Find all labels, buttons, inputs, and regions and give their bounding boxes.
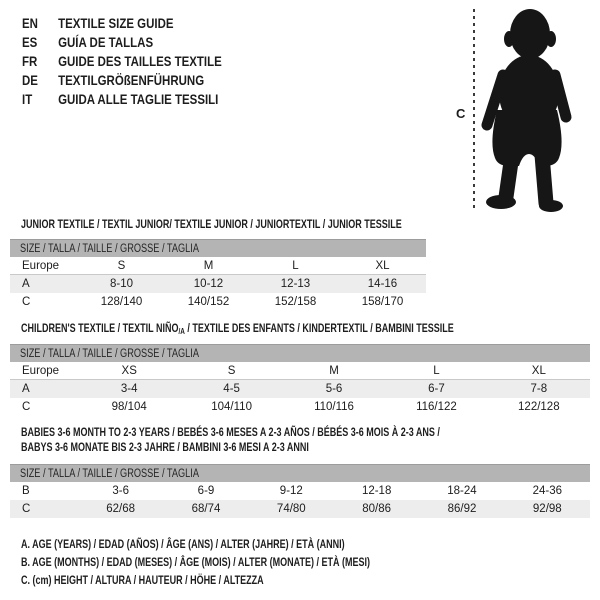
row-label: Europe	[22, 364, 60, 377]
size-cell: 6-9	[197, 485, 215, 497]
footnote-b: B. AGE (MONTHS) / EDAD (MESES) / ÂGE (MOIS) / ALTER (MONATE) / ETÀ (MESI)	[21, 555, 370, 569]
language-code: ES	[22, 34, 38, 50]
size-cell: 9-12	[279, 485, 303, 497]
children-size-table	[10, 344, 590, 416]
size-cell: 80/86	[362, 503, 392, 515]
junior-size-table	[10, 239, 426, 311]
children-table-title	[21, 321, 454, 339]
footnote-a: A. AGE (YEARS) / EDAD (AÑOS) / ÂGE (ANS) / ALTER (JAHRE) / ETÀ (ANNI)	[21, 537, 345, 551]
language-row	[22, 71, 222, 90]
size-cell: M	[329, 364, 339, 377]
row-label: C	[22, 503, 31, 515]
size-cell: S	[227, 364, 236, 377]
language-row	[22, 14, 222, 33]
size-header-label: SIZE / TALLA / TAILLE / GRÖSSE / TAGLIA	[20, 242, 199, 255]
row-label: C	[22, 296, 31, 308]
babies-size-table	[10, 464, 590, 518]
table-row-a	[10, 380, 590, 398]
table-row-a	[10, 275, 426, 293]
size-cell: 6-7	[428, 383, 445, 395]
size-header-label: SIZE / TALLA / TAILLE / GRÖSSE / TAGLIA	[20, 347, 199, 360]
size-cell: 8-10	[109, 278, 134, 290]
language-title: GUIDA ALLE TAGLIE TESSILI	[58, 91, 219, 107]
row-label: B	[22, 485, 30, 497]
children-table-title-subscript: /A	[178, 326, 185, 336]
junior-table-title: JUNIOR TEXTILE / TEXTIL JUNIOR/ TEXTILE JUNIOR / JUNIORTEXTIL / JUNIOR TESSILE	[21, 217, 402, 231]
children-table-title-text: / TEXTILE DES ENFANTS / KINDERTEXTIL / BAMBINI TESSILE	[184, 321, 454, 335]
size-cell: XS	[121, 364, 137, 377]
figure-height-label: C	[456, 106, 466, 121]
language-row	[22, 33, 222, 52]
size-cell: 158/170	[361, 296, 404, 308]
row-label: Europe	[22, 259, 60, 272]
language-title: TEXTILE SIZE GUIDE	[58, 15, 174, 31]
size-cell: 116/122	[416, 401, 457, 413]
language-title: GUIDE DES TAILLES TEXTILE	[58, 53, 222, 69]
table-row-europe	[10, 362, 590, 380]
language-title: TEXTILGRÖßENFÜHRUNG	[58, 72, 205, 88]
size-cell: 152/158	[274, 296, 317, 308]
size-cell: 3-6	[112, 485, 129, 497]
row-label: C	[22, 401, 31, 413]
table-row-b	[10, 482, 590, 500]
size-cell: 140/152	[187, 296, 230, 308]
size-header-bar	[10, 464, 590, 482]
size-cell: 122/128	[518, 401, 560, 413]
size-cell: S	[117, 259, 126, 272]
size-cell: 7-8	[530, 383, 548, 395]
size-cell: 104/110	[211, 401, 252, 413]
size-cell: XL	[375, 259, 390, 272]
table-row-c	[10, 500, 590, 518]
size-header-bar	[10, 239, 426, 257]
size-cell: 12-13	[280, 278, 311, 290]
size-cell: XL	[531, 364, 546, 377]
size-cell: M	[203, 259, 214, 272]
size-cell: 10-12	[193, 278, 224, 290]
language-row	[22, 52, 222, 71]
size-cell: 4-5	[223, 383, 240, 395]
language-title: GUÍA DE TALLAS	[58, 34, 154, 50]
language-row	[22, 90, 222, 109]
size-header-label: SIZE / TALLA / TAILLE / GRÖSSE / TAGLIA	[20, 467, 199, 480]
babies-table-title-line2: BABYS 3-6 MONATE BIS 2-3 JAHRE / BAMBINI 3-6 MESI A 2-3 ANNI	[21, 440, 309, 454]
footnote-c: C. (cm) HEIGHT / ALTURA / HAUTEUR / HÖHE / ALTEZZA	[21, 573, 264, 587]
babies-table-title	[21, 425, 440, 455]
size-cell: 68/74	[191, 503, 221, 515]
row-label: A	[22, 383, 30, 395]
language-code: DE	[22, 72, 38, 88]
size-cell: 62/68	[106, 503, 136, 515]
language-code: FR	[22, 53, 38, 69]
height-dashed-line	[473, 9, 475, 208]
children-table-title-text: CHILDREN'S TEXTILE / TEXTIL NIÑO	[21, 321, 179, 335]
size-cell: 18-24	[447, 485, 477, 497]
size-cell: L	[433, 364, 440, 377]
language-code: EN	[22, 15, 38, 31]
size-cell: 86/92	[447, 503, 477, 515]
size-cell: L	[292, 259, 299, 272]
table-row-c	[10, 293, 426, 311]
table-row-europe	[10, 257, 426, 275]
size-cell: 110/116	[314, 401, 354, 413]
size-cell: 24-36	[532, 485, 563, 497]
size-cell: 92/98	[532, 503, 562, 515]
toddler-silhouette-icon	[479, 5, 574, 215]
size-cell: 98/104	[111, 401, 147, 413]
size-cell: 12-18	[361, 485, 392, 497]
size-header-bar	[10, 344, 590, 362]
size-cell: 3-4	[120, 383, 138, 395]
language-code: IT	[22, 91, 33, 107]
size-cell: 128/140	[100, 296, 143, 308]
header-language-list	[22, 14, 266, 109]
babies-table-title-line1: BABIES 3-6 MONTH TO 2-3 YEARS / BEBÉS 3-6 MESES A 2-3 AÑOS / BÉBÉS 3-6 MOIS À 2-3 ANS /	[21, 425, 440, 439]
row-label: A	[22, 278, 30, 290]
size-cell: 74/80	[276, 503, 306, 515]
table-row-c	[10, 398, 590, 416]
size-cell: 14-16	[367, 278, 398, 290]
size-cell: 5-6	[325, 383, 343, 395]
